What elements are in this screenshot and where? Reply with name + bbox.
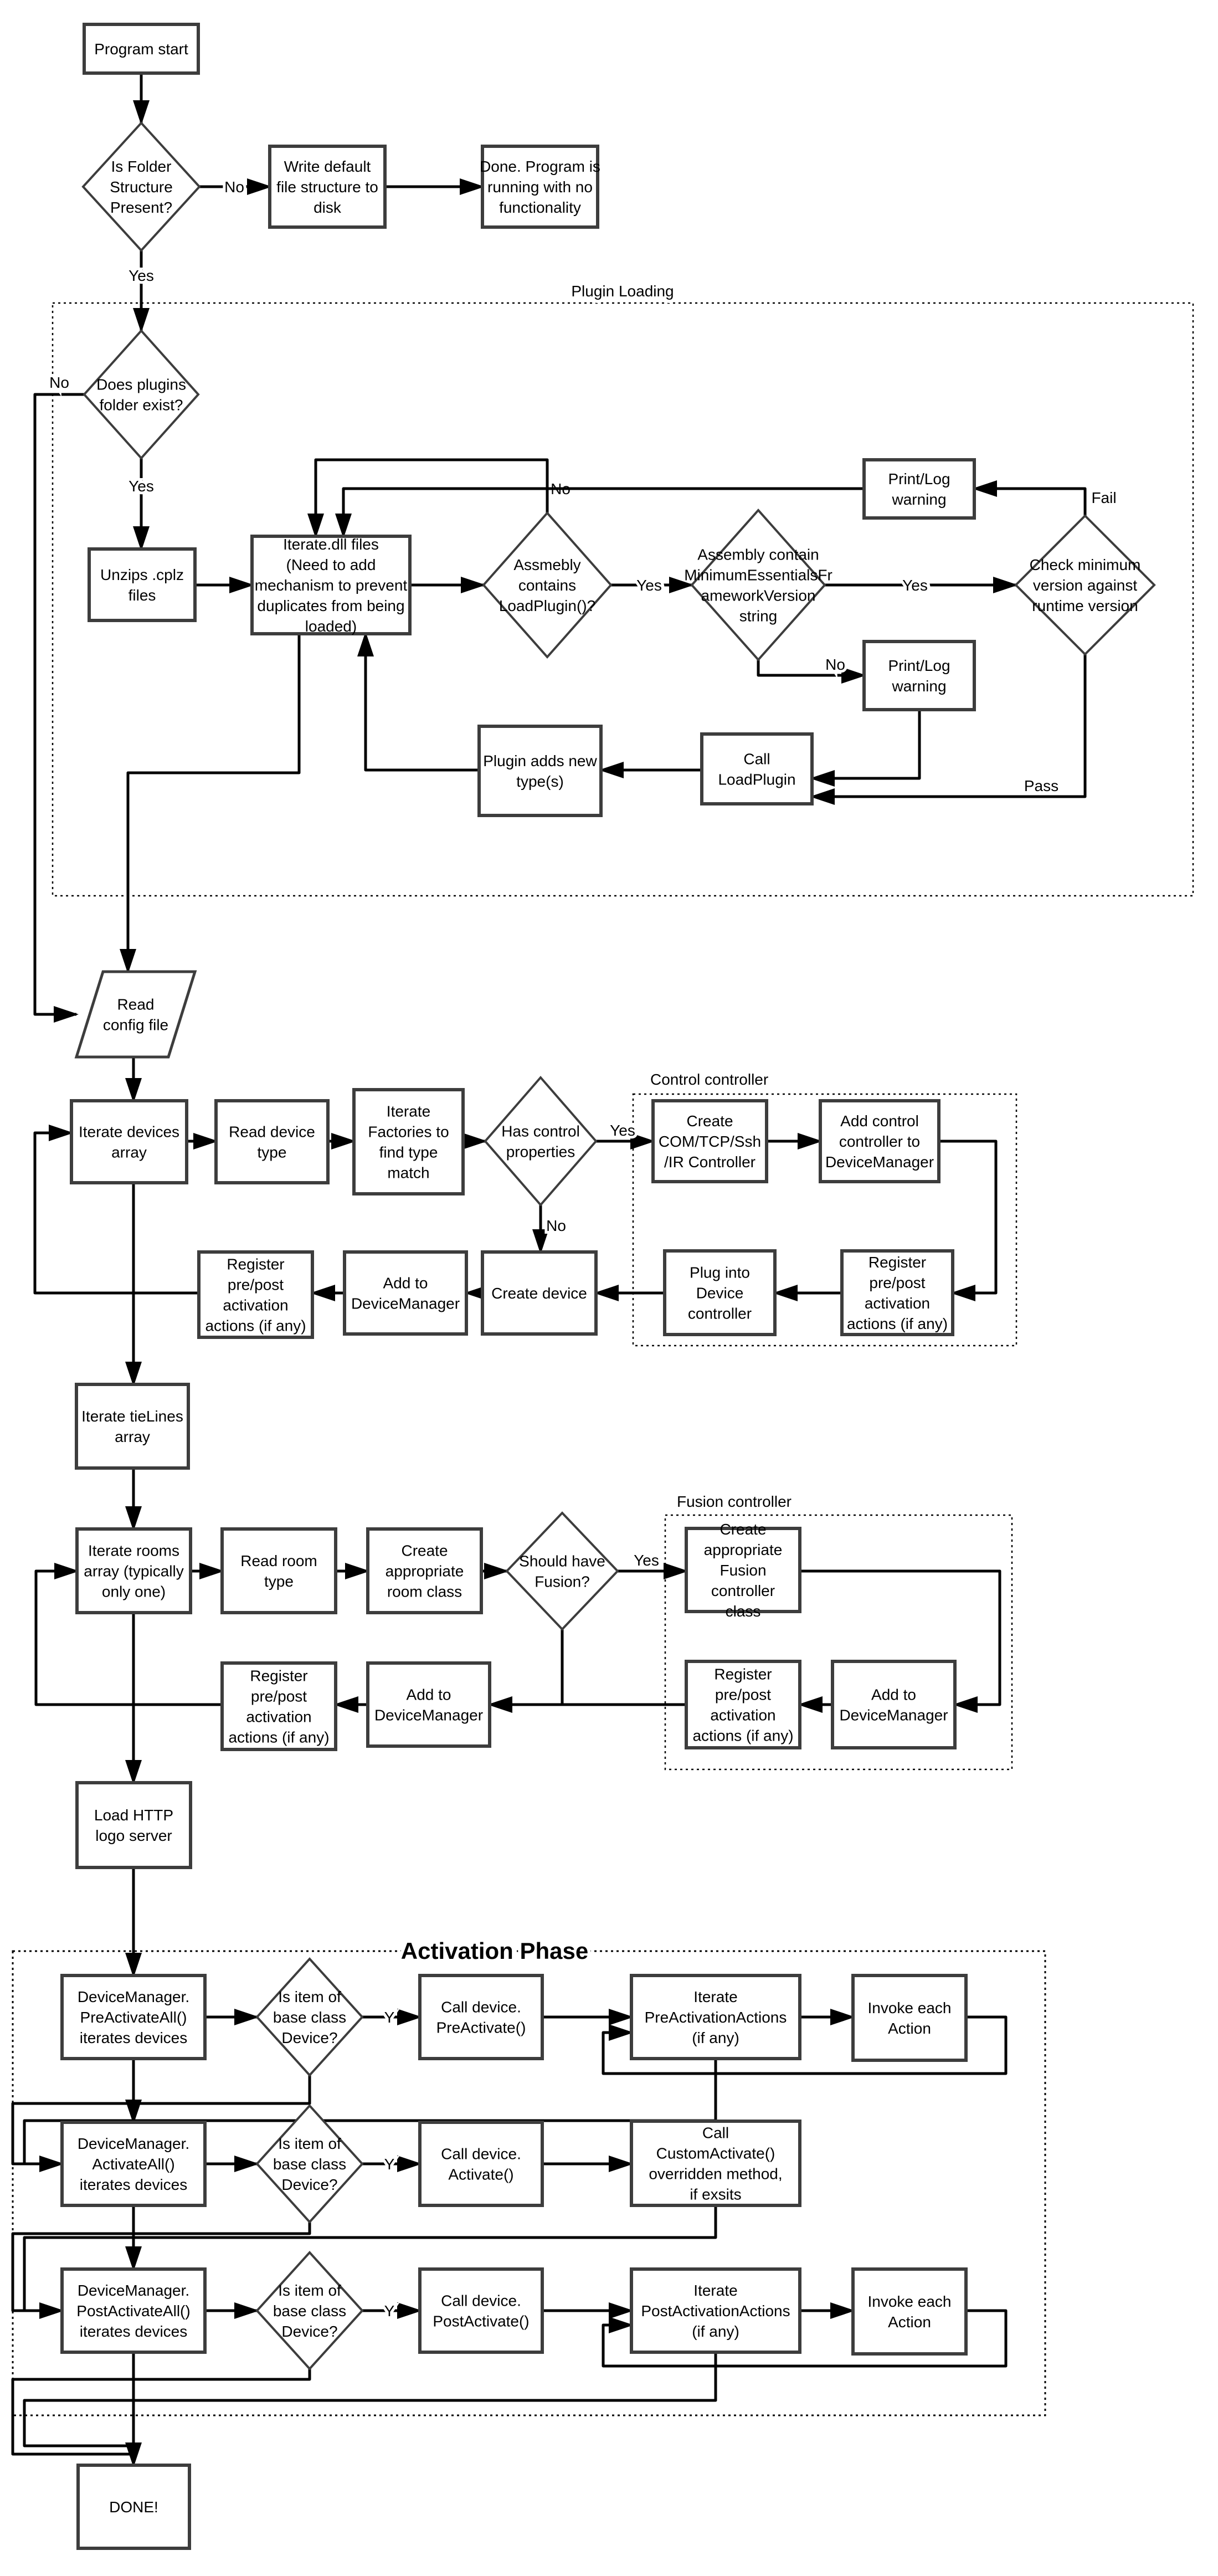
plugin-adds-new-types xyxy=(479,726,601,815)
is-folder-structure-present-label: Is Folder Structure Present? xyxy=(110,157,173,216)
e-folder-no-label: No xyxy=(224,178,244,196)
read-room-type-shape xyxy=(222,1529,336,1613)
add-to-devicemanager-fusion-label: Add to DeviceManager xyxy=(839,1686,948,1724)
read-room-type xyxy=(222,1529,336,1613)
should-have-fusion-label: Should have Fusion? xyxy=(519,1552,605,1590)
print-log-warning-top-label: Print/Log warning xyxy=(888,470,950,508)
load-http-logo-server xyxy=(77,1783,191,1867)
is-base-class-device-1-label: Is item of base class Device? xyxy=(273,1988,347,2046)
invoke-each-action-pre-shape xyxy=(853,1975,966,2060)
group-fusion-controller-label: Fusion controller xyxy=(677,1493,792,1510)
plugin-adds-new-types-shape xyxy=(479,726,601,815)
e-hascontrol-no-label: No xyxy=(546,1217,566,1234)
add-to-devicemanager-rooms-shape xyxy=(368,1663,490,1746)
iterate-dll-files xyxy=(252,536,410,635)
print-log-warning-top xyxy=(864,460,974,518)
write-default-file-structure xyxy=(270,146,385,227)
program-start xyxy=(84,24,198,73)
call-device-preactivate-label: Call device. PreActivate() xyxy=(436,1998,526,2036)
devicemanager-activateall-label: DeviceManager. ActivateAll() iterates devices xyxy=(77,2134,190,2193)
call-device-activate-label: Call device. Activate() xyxy=(441,2145,521,2183)
add-to-devicemanager-devices-label: Add to DeviceManager xyxy=(351,1274,460,1312)
print-log-warning-top-shape xyxy=(864,460,974,518)
add-to-devicemanager-fusion xyxy=(832,1661,955,1748)
plug-into-device-controller-label: Plug into Device controller xyxy=(687,1264,752,1322)
done-final-label: DONE! xyxy=(109,2498,158,2516)
call-device-postactivate xyxy=(420,2269,542,2352)
register-actions-fusion xyxy=(686,1661,800,1748)
iterate-preactivationactions xyxy=(631,1975,800,2059)
devicemanager-activateall xyxy=(62,2122,205,2205)
read-device-type xyxy=(216,1101,328,1183)
read-device-type-label: Read device type xyxy=(229,1123,315,1161)
iterate-dll-files-label: Iterate.dll files (Need to add mechanism to prevent duplicates from being loaded) xyxy=(254,535,408,635)
add-control-controller-to-devicemanager-label: Add control controller to DeviceManager xyxy=(825,1112,934,1171)
group-activation-phase-label: Activation Phase xyxy=(400,1938,589,1964)
e-base1-callpre-label: Y xyxy=(384,2009,395,2026)
invoke-each-action-post-shape xyxy=(853,2269,966,2354)
assembly-contains-loadplugin-label: Assmebly contains LoadPlugin()? xyxy=(498,556,596,614)
create-appropriate-room-class-label: Create appropriate room class xyxy=(385,1542,464,1600)
done-no-functionality-label: Done. Program is running with no functionality xyxy=(480,157,600,216)
call-customactivate xyxy=(631,2121,800,2205)
assembly-contains-minimum-version-string-label: Assembly contain MinimumEssentialsFr ameworkVersion string xyxy=(684,546,832,625)
devicemanager-preactivateall xyxy=(62,1975,205,2059)
iterate-tielines-array-label: Iterate tieLines array xyxy=(81,1407,183,1445)
iterate-postactivationactions xyxy=(631,2269,800,2352)
devicemanager-postactivateall xyxy=(62,2269,205,2352)
call-device-activate-shape xyxy=(420,2122,542,2205)
register-actions-rooms xyxy=(222,1663,336,1749)
add-control-controller-to-devicemanager xyxy=(820,1101,939,1182)
iterate-factories xyxy=(354,1090,463,1194)
has-control-properties-label: Has control properties xyxy=(501,1122,580,1161)
register-actions-control xyxy=(842,1251,953,1335)
e-plugins-no-label: No xyxy=(49,374,69,391)
add-to-devicemanager-rooms-label: Add to DeviceManager xyxy=(374,1686,484,1724)
e-loadplugin-no-loop-label: No xyxy=(551,480,571,497)
e-base2-callact-label: Y xyxy=(384,2156,395,2173)
e-loadplugin-yes-label: Yes xyxy=(636,577,662,594)
unzips-cplz-files xyxy=(89,549,195,620)
register-actions-devices xyxy=(199,1252,312,1337)
print-log-warning-bottom xyxy=(864,642,974,710)
plugin-adds-new-types-label: Plugin adds new type(s) xyxy=(483,752,597,790)
create-device xyxy=(482,1252,596,1334)
invoke-each-action-post xyxy=(853,2269,966,2354)
iterate-preactivationactions-label: Iterate PreActivationActions (if any) xyxy=(644,1988,787,2046)
iterate-rooms-array-label: Iterate rooms array (typically only one) xyxy=(84,1542,184,1600)
call-loadplugin xyxy=(702,734,812,804)
create-fusion-controller-class xyxy=(686,1521,800,1620)
check-minimum-version-label: Check minimum version against runtime version xyxy=(1029,556,1141,614)
call-device-postactivate-shape xyxy=(420,2269,542,2352)
plug-into-device-controller xyxy=(665,1251,775,1335)
devicemanager-postactivateall-label: DeviceManager. PostActivateAll() iterates devices xyxy=(76,2281,191,2340)
add-to-devicemanager-devices xyxy=(345,1252,466,1334)
load-http-logo-server-label: Load HTTP logo server xyxy=(94,1806,174,1844)
does-plugins-folder-exist-label: Does plugins folder exist? xyxy=(96,376,186,414)
iterate-factories-label: Iterate Factories to find type match xyxy=(368,1102,449,1182)
create-fusion-controller-class-label: Create appropriate Fusion controller class xyxy=(703,1520,783,1620)
read-room-type-label: Read room type xyxy=(240,1552,317,1590)
register-actions-devices-label: Register pre/post activation actions (if any) xyxy=(205,1255,306,1335)
create-com-tcp-ssh-ir-controller xyxy=(653,1101,767,1182)
iterate-devices-array-label: Iterate devices array xyxy=(78,1123,180,1161)
e-folder-yes-label: Yes xyxy=(129,267,154,284)
devicemanager-preactivateall-label: DeviceManager. PreActivateAll() iterates devices xyxy=(77,1988,190,2046)
e-checkmin-pass-label: Pass xyxy=(1024,777,1059,794)
e-plugins-yes-label: Yes xyxy=(129,478,154,495)
call-device-activate xyxy=(420,2122,542,2205)
iterate-tielines-array xyxy=(76,1384,188,1468)
register-actions-fusion-label: Register pre/post activation actions (if any) xyxy=(692,1665,794,1744)
group-control-controller-label: Control controller xyxy=(650,1071,769,1088)
iterate-devices-array-shape xyxy=(71,1101,187,1183)
add-to-devicemanager-rooms xyxy=(368,1663,490,1746)
call-device-preactivate xyxy=(420,1975,542,2059)
unzips-cplz-files-label: Unzips .cplz files xyxy=(100,566,184,604)
unzips-cplz-files-shape xyxy=(89,549,195,620)
load-http-logo-server-shape xyxy=(77,1783,191,1867)
e-fusion-yes-label: Yes xyxy=(634,1552,659,1569)
create-device-label: Create device xyxy=(491,1284,587,1302)
program-start-label: Program start xyxy=(94,40,188,58)
iterate-postactivationactions-label: Iterate PostActivationActions (if any) xyxy=(641,2281,790,2340)
register-actions-rooms-label: Register pre/post activation actions (if any) xyxy=(228,1667,330,1746)
invoke-each-action-pre xyxy=(853,1975,966,2060)
print-log-warning-bottom-label: Print/Log warning xyxy=(888,656,950,695)
create-appropriate-room-class xyxy=(368,1529,481,1613)
register-actions-control-label: Register pre/post activation actions (if any) xyxy=(846,1253,948,1332)
call-loadplugin-label: Call LoadPlugin xyxy=(718,750,796,788)
iterate-devices-array xyxy=(71,1101,187,1183)
done-final xyxy=(78,2465,189,2548)
add-to-devicemanager-fusion-shape xyxy=(832,1661,955,1748)
add-to-devicemanager-devices-shape xyxy=(345,1252,466,1334)
call-device-preactivate-shape xyxy=(420,1975,542,2059)
create-com-tcp-ssh-ir-controller-label: Create COM/TCP/Ssh /IR Controller xyxy=(658,1112,762,1171)
call-loadplugin-shape xyxy=(702,734,812,804)
read-config-file-label: Read config file xyxy=(102,995,169,1034)
iterate-tielines-array-shape xyxy=(76,1384,188,1468)
e-checkmin-fail-label: Fail xyxy=(1091,489,1117,506)
e-miness-yes-label: Yes xyxy=(902,577,928,594)
iterate-rooms-array xyxy=(77,1529,191,1613)
read-device-type-shape xyxy=(216,1101,328,1183)
call-device-postactivate-label: Call device. PostActivate() xyxy=(433,2292,530,2330)
invoke-each-action-post-label: Invoke each Action xyxy=(867,2292,952,2331)
is-base-class-device-3-label: Is item of base class Device? xyxy=(273,2281,347,2340)
e-base3-callpost-label: Y xyxy=(384,2302,395,2320)
done-no-functionality xyxy=(480,146,600,227)
group-plugin-loading-label: Plugin Loading xyxy=(571,283,674,300)
is-base-class-device-2-label: Is item of base class Device? xyxy=(273,2134,347,2193)
e-hascontrol-yes-label: Yes xyxy=(610,1122,635,1139)
write-default-file-structure-label: Write default file structure to disk xyxy=(276,157,378,216)
call-customactivate-label: Call CustomActivate() overridden method, if exsits xyxy=(649,2124,783,2203)
e-miness-no-label: No xyxy=(825,656,845,673)
print-log-warning-bottom-shape xyxy=(864,642,974,710)
invoke-each-action-pre-label: Invoke each Action xyxy=(867,1999,952,2037)
